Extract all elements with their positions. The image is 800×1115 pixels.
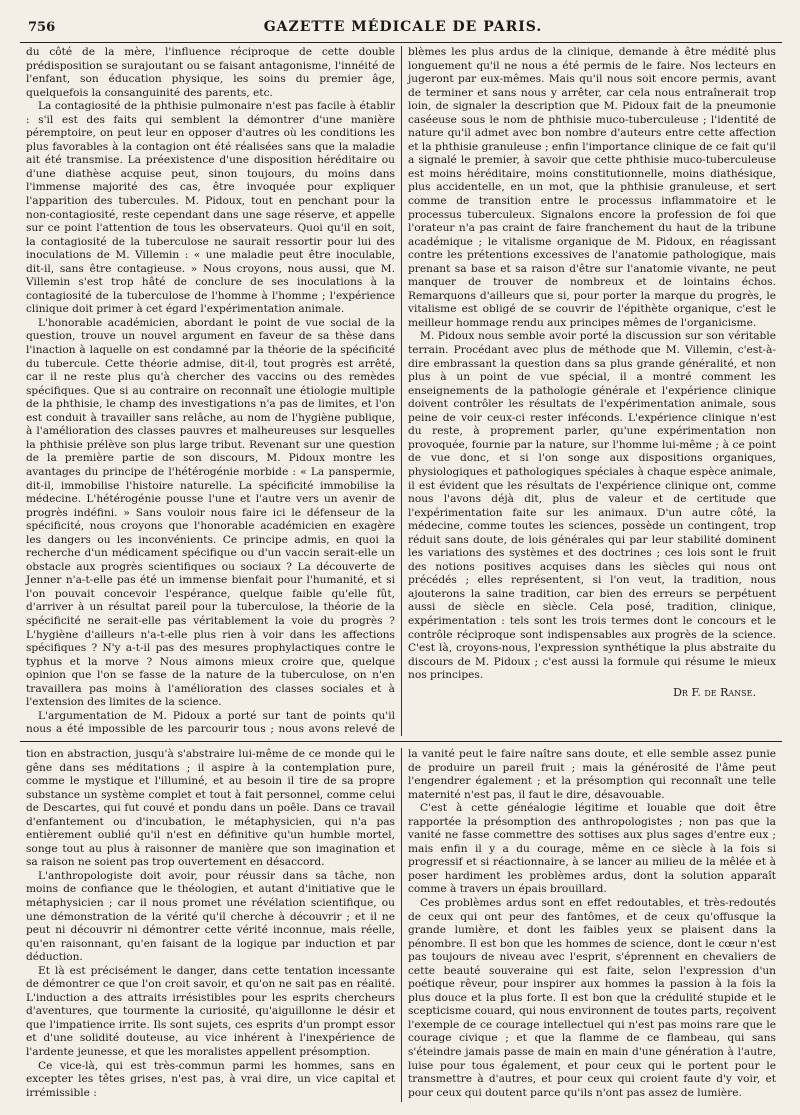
paragraph: Ces problèmes ardus sont en effet redoutables, et très-redoutés de ceux qui ont peur des fantômes, et de ceux qu'offusque la grande lumière, et dont les faibles yeux se plaisent dans la pénombre. Il est bon que les hommes de science, dont le cœur n'est pas toujours de niveau avec l'esprit, s'éprennent en chevaliers de cette beauté souveraine qui est faite, selon l'expression d'un poétique rêveur, pour inspirer aux hommes la passion à la fois la plus douce et la plus forte. Il est bon que la crédulité stupide et le scepticisme couard, qui nous environnent de toutes parts, reçoivent l'exemple de ce courage intellectuel qui n'est pas moins rare que le courage civique ; et que la flamme de ce flambeau, qui sans s'éteindre jamais passe de main en main d'une génération à l'autre, luise pour tous également, et pour ceux qui le portent pour le transmettre à d'autres, et pour ceux qui croient faute d'y voir, et pour ceux qui doutent parce qu'ils n'ont pas assez de lumière.	[408, 897, 776, 1099]
paragraph: Et là est précisément le danger, dans cette tentation incessante de démontrer ce que l'on croit savoir, et qu'on ne sait pas en réalité. L'induction a des attraits irrésistibles pour les esprits chercheurs d'aventures, que tourmente la curiosité, qu'aiguillonne le désir et que l'impatience irrite. Ils sont sujets, ces esprits d'un prompt essor et d'une solidité douteuse, au vice inhérent à l'inexpérience de l'ardente jeunesse, et que les moralistes appellent présomption.	[26, 964, 395, 1059]
upper-article	[20, 46, 782, 736]
paragraph: L'argumentation de M. Pidoux a porté sur tant de points qu'il nous a été impossible de les parcourir tous ; nous avons relevé de	[26, 709, 395, 736]
paragraph: la vanité peut le faire naître sans doute, et elle semble assez punie de produire un pareil fruit ; mais la générosité de l'âme peut l'engendrer également ; et la présomption qui reconnaît une telle maternité n'est pas, il faut le dire, désavouable.	[408, 748, 776, 801]
paragraph: blèmes les plus ardus de la clinique, demande à être médité plus longuement qu'il ne nous a été permis de le faire. Nos lecteurs en jugeront par eux-mêmes. Mais qu'il nous soit encore permis, avant de terminer et sans nous y arrêter, car cela nous entraînerait trop loin, de signaler la description que M. Pidoux fait de la pneumonie caséeuse sous le nom de phthisie muco-tuberculeuse ; l'identité de nature qu'il admet avec bon nombre d'auteurs entre cette affection et la phthisie granuleuse ; enfin l'importance clinique de ce fait qu'il a signalé le premier, à savoir que cette phthisie muco-tuberculeuse est moins héréditaire, moins constitutionnelle, moins diathésique, plus accidentelle, en un mot, que la phthisie granuleuse, et sert comme de transition entre le processus inflammatoire et le processus tuberculeux. Signalons encore la profession de foi que l'orateur n'a pas craint de faire franchement du haut de la tribune académique ; le vitalisme organique de M. Pidoux, en réagissant contre les prétentions excessives de l'anatomie pathologique, mais prenant sa base et sa raison d'être sur l'anatomie vivante, ne peut manquer de trouver de nombreux et de lointains échos. Remarquons d'ailleurs que si, pour porter la marque du progrès, le vitalisme est obligé de se couvrir de l'épithète organique, c'est le meilleur hommage rendu aux principes mêmes de l'organicisme.	[408, 46, 776, 329]
running-header	[28, 16, 778, 38]
lower-left-column	[20, 748, 401, 1102]
paragraph: Ce vice-là, qui est très-commun parmi les hommes, sans en excepter les têtes grises, n'est pas, à vrai dire, un vice capital et irrémissible :	[26, 1059, 395, 1099]
author-signature: Dr F. de Ranse.	[673, 685, 756, 699]
page-number: 756	[28, 19, 56, 35]
paragraph: M. Pidoux nous semble avoir porté la discussion sur son véritable terrain. Procédant avec plus de méthode que M. Villemin, c'est-à-dire embrassant la question dans sa plus grande généralité, et non plus à un point de vue spécial, il a montré comment les enseignements de la pathologie générale et l'expérience clinique doivent contrôler les résultats de l'expérimentation animale, sous peine de voir ceux-ci rester inféconds. L'expérience clinique n'est du reste, à proprement parler, qu'une expérimentation non provoquée, fournie par la nature, sur l'homme lui-même ; à ce point de vue donc, et si l'on songe aux dispositions organiques, physiologiques et pathologiques spéciales à chaque espèce animale, il est évident que les résultats de l'expérience clinique ont, comme nous l'avons déjà dit, plus de valeur et de certitude que l'expérimentation faite sur les animaux. D'un autre côté, la médecine, comme toutes les sciences, possède un contingent, trop réduit sans doute, de lois générales qui par leur stabilité dominent les variations des systèmes et des doctrines ; ces lois sont le fruit des notions positives acquises dans les siècles qui nous ont précédés ; elles représentent, si l'on veut, la tradition, nous ajouterons la saine tradition, car bien des erreurs se perpétuent aussi de siècle en siècle. Cela posé, tradition, clinique, expérimentation : tels sont les trois termes dont le concours et le contrôle réciproque sont indispensables aux progrès de la science. C'est là, croyons-nous, l'expression synthétique la plus abstraite du discours de M. Pidoux ; c'est aussi la formule qui résume le mieux nos principes.	[408, 330, 776, 682]
lower-right-column	[401, 748, 782, 1102]
paragraph: La contagiosité de la phthisie pulmonaire n'est pas facile à établir : s'il est des faits qui semblent la démontrer d'une manière péremptoire, on peut leur en opposer d'autres où les conditions les plus favorables à la contagion ont été réalisées sans que la maladie ait été transmise. La préexistence d'une disposition héréditaire ou d'une diathèse acquise peut, sinon toujours, du moins dans l'immense majorité des cas, être invoquée pour expliquer l'apparition des tubercules. M. Pidoux, tout en penchant pour la non-contagiosité, reste cependant dans une sage réserve, et appelle sur ce point l'attention de tous les observateurs. Quoi qu'il en soit, la contagiosité de la tuberculose ne saurait ressortir pour lui des inoculations de M. Villemin : « une maladie peut être inoculable, dit-il, sans être contagieuse. » Nous croyons, nous aussi, que M. Villemin s'est trop hâté de conclure de ses inoculations à la contagiosité de la tuberculose de l'homme à l'homme ; l'expérience clinique doit primer à cet égard l'expérimentation animale.	[26, 100, 395, 316]
feuilleton-rule	[20, 741, 782, 742]
header-rule	[20, 42, 782, 43]
paragraph: C'est à cette généalogie légitime et louable que doit être rapportée la présomption des anthropologistes ; non pas que la vanité ne fasse commettre des sottises aux plus sages d'entre eux ; mais enfin il y a du courage, même en ce siècle à la fois si progressif et si réactionnaire, à se lancer au milieu de la mêlée et à poser hardiment les problèmes ardus, dont la solution apparaît comme à travers un épais brouillard.	[408, 802, 776, 896]
paragraph: tion en abstraction, jusqu'à s'abstraire lui-même de ce monde qui le gêne dans ses méditations ; il aspire à la contemplation pure, comme le mystique et l'illuminé, et au besoin il tire de sa propre substance un système complet et tout à fait personnel, comme celui de Descartes, qui fut couvé et pondu dans un poêle. Dans ce travail d'enfantement ou d'incubation, le métaphysicien, qui n'a pas entièrement oublié qu'il n'est en définitive qu'un humble mortel, songe tout au plus à raisonner de manière que son imagination et sa raison ne soient pas trop ouvertement en désaccord.	[26, 748, 395, 869]
upper-left-column	[20, 46, 401, 736]
feuilleton	[20, 748, 782, 1102]
paragraph: L'honorable académicien, abordant le point de vue social de la question, trouve un nouvel argument en faveur de sa thèse dans l'inaction à laquelle on est condamné par la théorie de la spécificité du tubercule. Cette théorie admise, dit-il, tout progrès est arrêté, car il ne reste plus qu'à chercher des vaccins ou des remèdes spécifiques. Que si au contraire on reconnaît une étiologie multiple de la phthisie, le champ des investigations n'a pas de limites, et l'on est conduit à travailler sans relâche, au nom de l'hygiène publique, à l'amélioration des classes pauvres et malheureuses sur lesquelles la phthisie prélève son plus large tribut. Revenant sur une question de la première partie de son discours, M. Pidoux montre les avantages du principe de l'hétérogénie morbide : « La panspermie, dit-il, immobilise l'histoire naturelle. La spécificité immobilise la médecine. L'hétérogénie pousse l'une et l'autre vers un avenir de progrès indéfini. » Sans vouloir nous faire ici le défenseur de la spécificité, nous croyons que l'honorable académicien en exagère les dangers ou les inconvénients. Ce principe admis, en quoi la recherche d'un médicament spécifique ou d'un vaccin serait-elle un obstacle aux progrès scientifiques ou sociaux ? La découverte de Jenner n'a-t-elle pas été un immense bienfait pour l'humanité, et si l'on pouvait concevoir l'espérance, quelque faible qu'elle fût, d'arriver à un résultat pareil pour la tuberculose, la théorie de la spécificité ne serait-elle pas véritablement la voie du progrès ? L'hygiène d'ailleurs n'a-t-elle plus rien à voir dans les affections spécifiques ? N'y a-t-il pas des mesures prophylactiques contre le typhus et la morve ? Nous aimons mieux croire que, quelque opinion que l'on se fasse de la nature de la tuberculose, on n'en travaillera pas moins à l'amélioration des classes sociales et à l'extension des limites de la science.	[26, 316, 395, 709]
journal-title: GAZETTE MÉDICALE DE PARIS.	[263, 19, 543, 35]
upper-right-column	[401, 46, 782, 736]
paragraph: L'anthropologiste doit avoir, pour réussir dans sa tâche, non moins de confiance que le théologien, et autant d'initiative que le métaphysicien ; car il nous promet une révélation scientifique, ou une démonstration de la vérité qu'il cherche à découvrir ; et il ne peut ni découvrir ni démontrer cette vérité inconnue, mais réelle, qu'en raisonnant, qu'en faisant de la logique par induction et par déduction.	[26, 869, 395, 964]
paragraph: du côté de la mère, l'influence réciproque de cette double prédisposition se surajoutant ou se faisant antagonisme, l'innéité de l'enfant, son éducation physique, les soins du premier âge, quelquefois la consanguinité des parents, etc.	[26, 46, 395, 99]
